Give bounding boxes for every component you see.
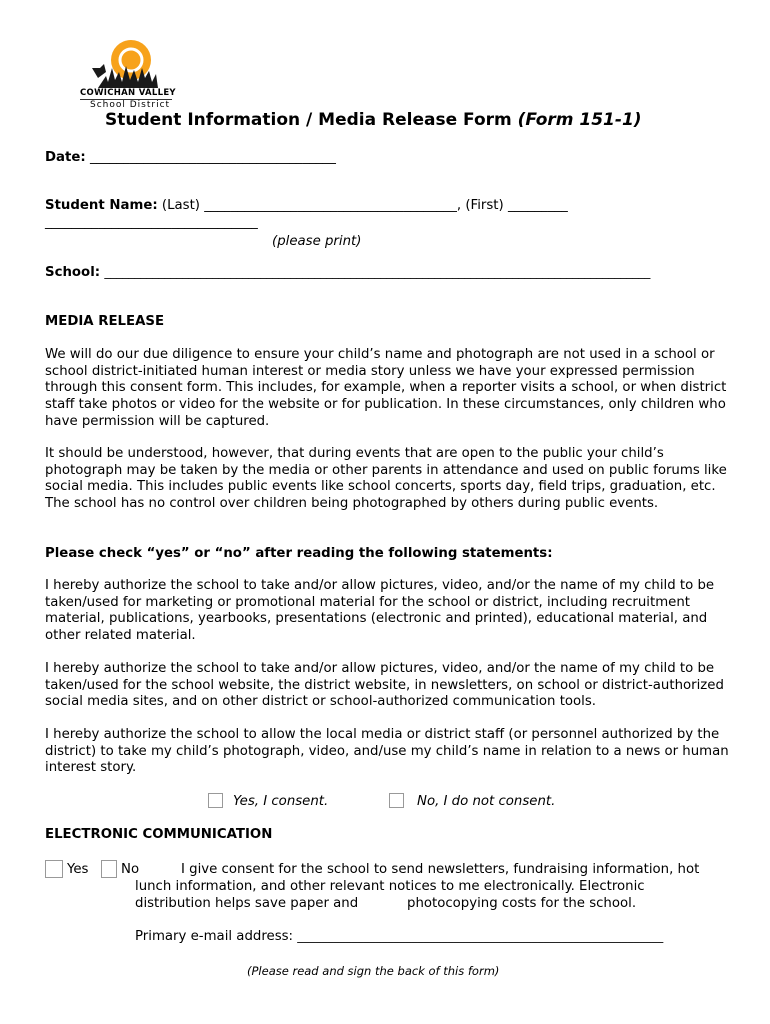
electronic-communication-heading: ELECTRONIC COMMUNICATION bbox=[45, 827, 273, 842]
last-name-field[interactable]: ______________________________________, bbox=[204, 198, 462, 213]
form-number: (Form 151-1) bbox=[517, 110, 642, 130]
student-name-label: Student Name: bbox=[45, 198, 158, 213]
email-label: Primary e-mail address: bbox=[135, 929, 294, 944]
electronic-consent-line-2: lunch information, and other relevant notices to me electronically. Electronic bbox=[135, 879, 645, 894]
school-row bbox=[45, 265, 650, 280]
yes-consent-checkbox[interactable] bbox=[208, 793, 223, 808]
form-title bbox=[105, 110, 642, 130]
student-name-row bbox=[45, 198, 568, 213]
please-print-note: (please print) bbox=[272, 234, 362, 249]
form-title-main: Student Information / Media Release Form bbox=[105, 110, 518, 130]
first-name-label: (First) bbox=[465, 198, 504, 213]
logo-sun bbox=[111, 40, 151, 80]
date-field[interactable]: _____________________________________ bbox=[89, 150, 336, 165]
first-name-field-continued[interactable]: ________________________________ bbox=[45, 215, 258, 230]
electronic-yes-label: Yes bbox=[67, 862, 89, 877]
email-field[interactable]: _____________________________________________________________ bbox=[297, 929, 664, 943]
footer-note: (Please read and sign the back of this form) bbox=[247, 964, 500, 978]
electronic-yes-checkbox[interactable] bbox=[45, 860, 63, 878]
school-label: School: bbox=[45, 265, 101, 280]
no-consent-label: No, I do not consent. bbox=[417, 794, 556, 809]
media-release-heading: MEDIA RELEASE bbox=[45, 314, 165, 329]
yes-consent-label: Yes, I consent. bbox=[233, 794, 329, 809]
authorization-statement-3: I hereby authorize the school to allow the local media or district staff (or personnel authorized by the district) to take my child’s photograph, video, and/use my child’s name in relation to a news or human interest story. bbox=[45, 727, 729, 776]
media-release-paragraph-1: We will do our due diligence to ensure your child’s name and photograph are not used in a school or school district-initiated human interest or media story unless we have your expressed permission through this consent form. This includes, for example, when a reporter visits a school, or when district staff take photos or video for the website or for publication. In these circumstances, only children who have permission will be captured. bbox=[45, 347, 727, 429]
electronic-consent-line-1: I give consent for the school to send newsletters, fundraising information, hot bbox=[181, 862, 700, 877]
date-label: Date: bbox=[45, 150, 86, 165]
electronic-consent-line-3a: distribution helps save paper and bbox=[135, 896, 359, 911]
first-name-field[interactable]: _________ bbox=[507, 198, 568, 213]
electronic-no-checkbox[interactable] bbox=[101, 860, 117, 878]
authorization-statement-2: I hereby authorize the school to take and/or allow pictures, video, and/or the name of my child to be taken/used for the school website, the district website, in newsletters, on school or district-authorized social media sites, and on other district or school-authorized communication tools. bbox=[45, 661, 724, 710]
school-field[interactable]: ___________________________________________________________________________________________ bbox=[104, 265, 651, 279]
electronic-consent-line-3b: photocopying costs for the school. bbox=[407, 896, 637, 911]
media-release-paragraph-2: It should be understood, however, that during events that are open to the public your child’s photograph may be taken by the media or other parents in attendance and used on public forums like social media. This includes public events like school concerts, sports day, field trips, graduation, etc. The school has no control over children being photographed by others during public events. bbox=[45, 446, 727, 512]
logo-name: COWICHAN VALLEY bbox=[80, 88, 176, 98]
last-name-label: (Last) bbox=[161, 198, 200, 213]
authorization-statement-1: I hereby authorize the school to take and/or allow pictures, video, and/or the name of my child to be taken/used for marketing or promotional material for the school or district, including recruitment material, publications, yearbooks, presentations (electronic and printed), educational material, and other related material. bbox=[45, 578, 715, 644]
logo-subtitle: School District bbox=[90, 100, 171, 110]
email-row bbox=[135, 929, 663, 944]
check-instruction: Please check “yes” or “no” after reading the following statements: bbox=[45, 546, 553, 561]
no-consent-checkbox[interactable] bbox=[389, 793, 404, 808]
date-row bbox=[45, 150, 336, 165]
electronic-no-label: No bbox=[121, 862, 140, 877]
